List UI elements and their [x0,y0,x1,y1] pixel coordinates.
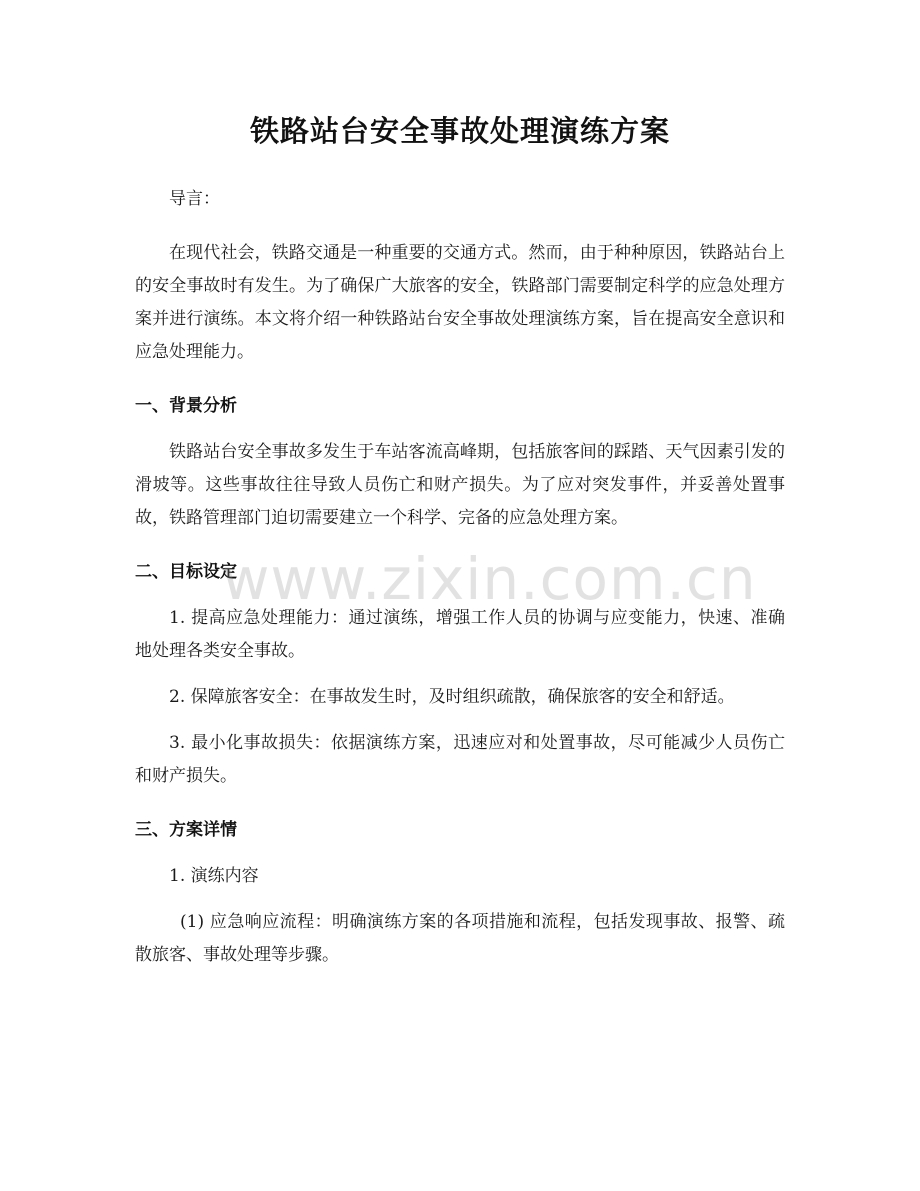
plan-item-response-process: (1) 应急响应流程：明确演练方案的各项措施和流程，包括发现事故、报警、疏散旅客、事故处理等步骤。 [135,912,785,965]
section-heading-plan-details: 三、方案详情 [135,820,237,840]
background-paragraph: 铁路站台安全事故多发生于车站客流高峰期，包括旅客间的踩踏、天气因素引发的滑坡等。这些事故往往导致人员伤亡和财产损失。为了应对突发事件，并妥善处置事故，铁路管理部门迫切需要建立一个科学、完备的应急处理方案。 [135,442,785,528]
watermark: www.zixin.com.cn [222,545,757,613]
intro-paragraph: 在现代社会，铁路交通是一种重要的交通方式。然而，由于种种原因，铁路站台上的安全事故时有发生。为了确保广大旅客的安全，铁路部门需要制定科学的应急处理方案并进行演练。本文将介绍一种铁路站台安全事故处理演练方案，旨在提高安全意识和应急处理能力。 [135,243,785,362]
plan-subheading-drill-content: 1. 演练内容 [169,866,259,886]
section-heading-goals: 二、目标设定 [135,562,237,582]
goal-item-3: 3. 最小化事故损失：依据演练方案，迅速应对和处置事故，尽可能减少人员伤亡和财产损失。 [135,733,785,786]
section-heading-background: 一、背景分析 [135,396,237,416]
goal-item-2: 2. 保障旅客安全：在事故发生时，及时组织疏散，确保旅客的安全和舒适。 [169,687,735,707]
goal-item-1: 1. 提高应急处理能力：通过演练，增强工作人员的协调与应变能力，快速、准确地处理各类安全事故。 [135,608,785,661]
document-title: 铁路站台安全事故处理演练方案 [249,114,670,148]
document-body [135,183,785,972]
intro-label: 导言： [169,189,220,209]
